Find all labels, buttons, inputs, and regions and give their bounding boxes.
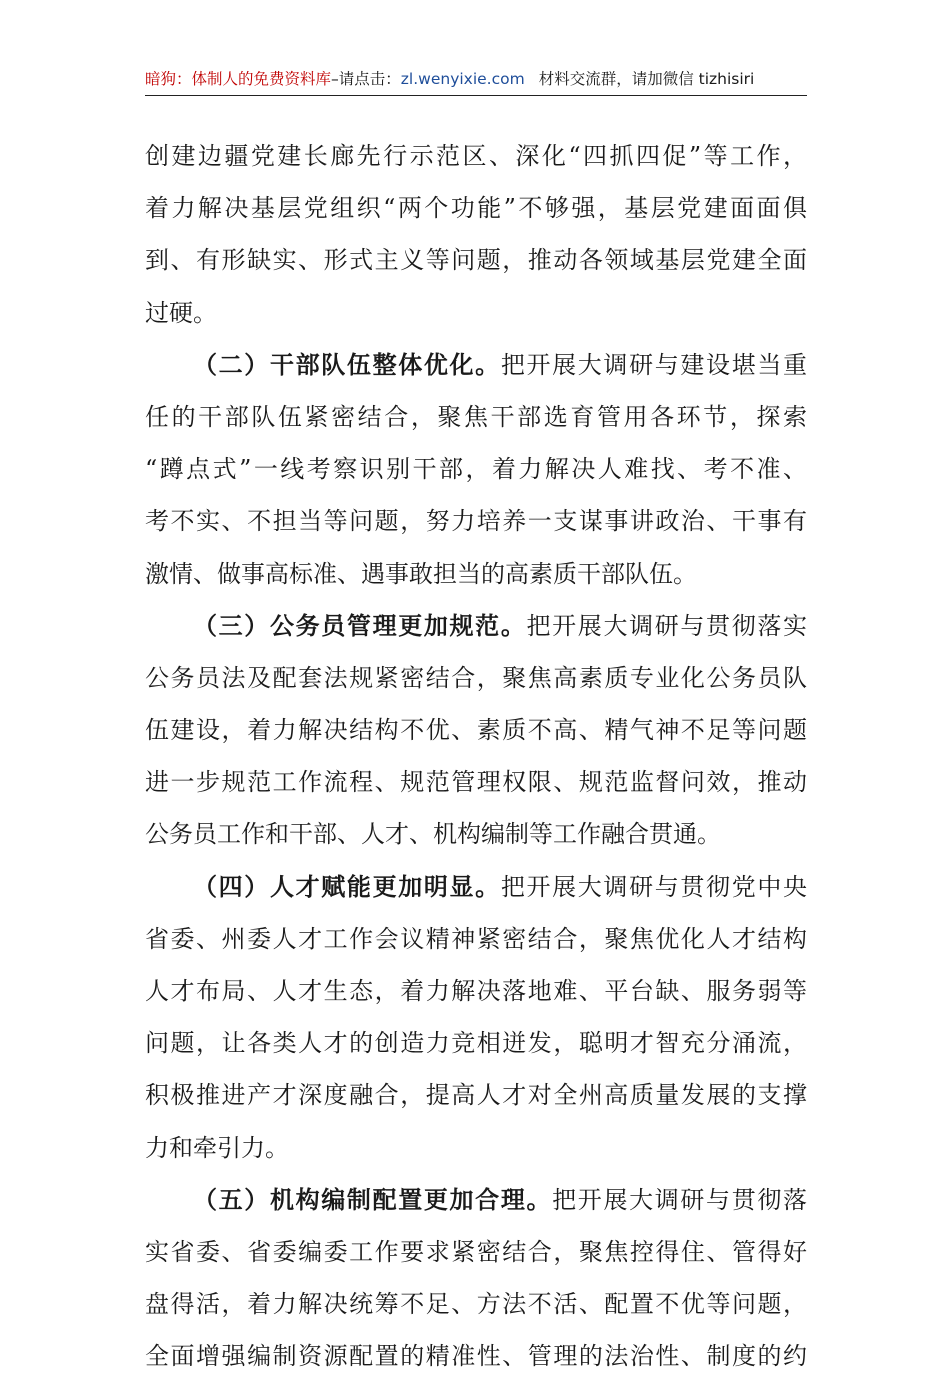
text-line: 全面增强编制资源配置的精准性、管理的法治性、制度的约 xyxy=(145,1342,807,1371)
text-line: 任的干部队伍紧密结合，聚焦干部选育管用各环节，探索 xyxy=(145,402,807,431)
header-contact: 材料交流群，请加微信 tizhisiri xyxy=(538,70,755,88)
header-url-link[interactable]: zl.wenyixie.com xyxy=(400,70,525,88)
text-line: 创建边疆党建长廊先行示范区、深化“四抓四促”等工作， xyxy=(145,142,807,170)
text-line xyxy=(145,1174,807,1226)
text-line: 进一步规范工作流程、规范管理权限、规范监督问效，推动 xyxy=(145,768,807,797)
paragraph xyxy=(145,861,807,1174)
text-line: 着力解决基层党组织“两个功能”不够强，基层党建面面俱 xyxy=(145,194,807,223)
document-body xyxy=(145,130,807,1383)
text-line: 积极推进产才深度融合，提高人才对全州高质量发展的支撑 xyxy=(145,1081,807,1110)
text-line: 考不实、不担当等问题，努力培养一支谋事讲政治、干事有 xyxy=(145,507,807,536)
text-line: 伍建设，着力解决结构不优、素质不高、精气神不足等问题 xyxy=(145,716,807,745)
page-header xyxy=(145,68,807,90)
paragraph xyxy=(145,130,807,339)
header-click-prompt: –请点击： xyxy=(331,70,401,88)
text-line: 盘得活，着力解决统筹不足、方法不活、配置不优等问题， xyxy=(145,1290,807,1319)
text-line: 人才布局、人才生态，着力解决落地难、平台缺、服务弱等 xyxy=(145,977,807,1005)
text-line: 力和牵引力。 xyxy=(145,1133,289,1162)
text-line: 公务员法及配套法规紧密结合，聚焦高素质专业化公务员队 xyxy=(145,663,807,692)
text-line: 激情、做事高标准、遇事敢担当的高素质干部队伍。 xyxy=(145,559,697,588)
paragraph xyxy=(145,600,807,861)
text-line xyxy=(145,861,807,913)
text-line: 过硬。 xyxy=(145,298,217,327)
paragraph-heading: （五）机构编制配置更加合理。 xyxy=(193,1184,553,1214)
paragraph-heading: （二）干部队伍整体优化。 xyxy=(193,349,501,379)
paragraph xyxy=(145,339,807,600)
text-line: 问题，让各类人才的创造力竞相迸发，聪明才智充分涌流， xyxy=(145,1029,807,1058)
text-run: 把开展大调研与贯彻党中央 xyxy=(500,872,807,901)
text-line: 公务员工作和干部、人才、机构编制等工作融合贯通。 xyxy=(145,820,721,849)
header-divider xyxy=(145,95,807,96)
paragraph-heading: （三）公务员管理更加规范。 xyxy=(193,610,527,640)
text-run: 把开展大调研与贯彻落实 xyxy=(526,611,807,640)
text-run: 把开展大调研与贯彻落 xyxy=(552,1185,807,1214)
text-line xyxy=(145,600,807,652)
text-line: 省委、州委人才工作会议精神紧密结合，聚焦优化人才结构 xyxy=(145,924,807,953)
text-line: 实省委、省委编委工作要求紧密结合，聚焦控得住、管得好 xyxy=(145,1237,807,1266)
text-line: 到、有形缺实、形式主义等问题，推动各领域基层党建全面 xyxy=(145,246,807,275)
text-run: 把开展大调研与建设堪当重 xyxy=(500,350,807,379)
text-line: “蹲点式”一线考察识别干部，着力解决人难找、考不准、 xyxy=(145,455,807,484)
paragraph xyxy=(145,1174,807,1383)
header-brand: 暗狗：体制人的免费资料库 xyxy=(145,70,332,88)
paragraph-heading: （四）人才赋能更加明显。 xyxy=(193,871,501,901)
text-line xyxy=(145,339,807,391)
